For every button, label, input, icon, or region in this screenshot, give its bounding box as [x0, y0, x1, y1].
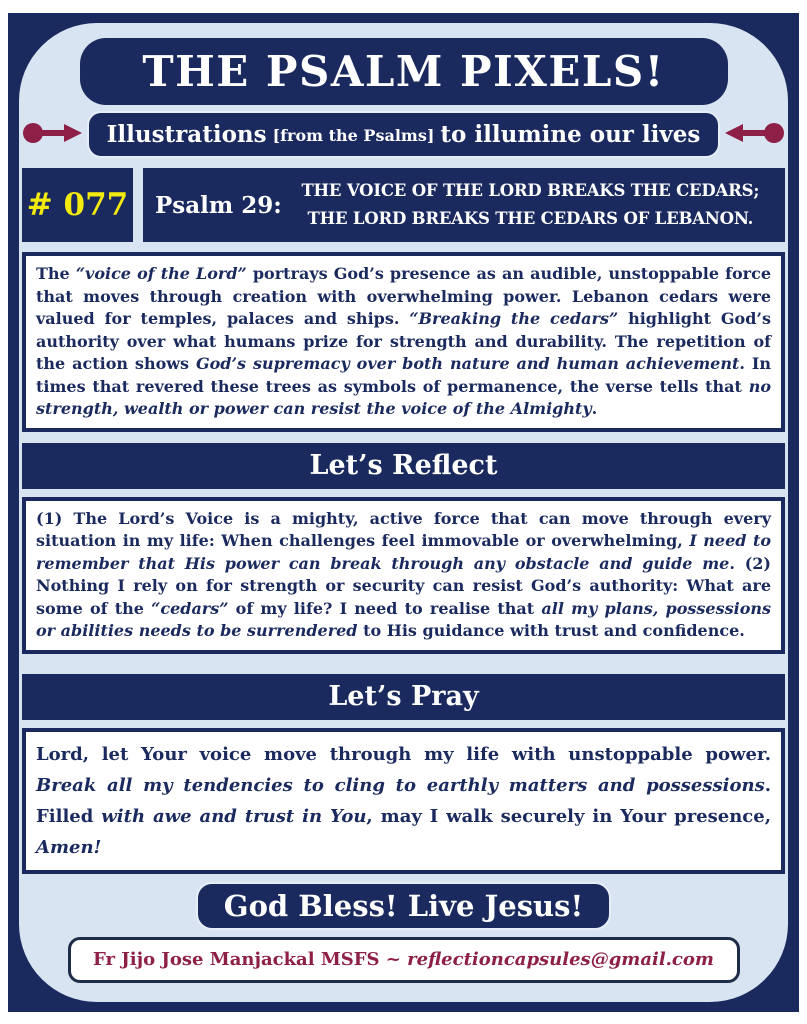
- tagline-bracket: [from the Psalms]: [272, 126, 435, 145]
- verse-lines: [288, 177, 773, 233]
- tagline-tail: to illumine our lives: [440, 121, 701, 148]
- tagline-banner: [87, 111, 721, 158]
- footer-email: reflectioncapsules@gmail.com: [407, 949, 714, 970]
- blessing-text: God Bless! Live Jesus!: [223, 888, 584, 923]
- intro-paragraph: The “voice of the Lord” portrays God’s presence as an audible, unstoppable force that moves through creation with overwhelming power. Lebanon cedars were valued for temples, palaces and ships. “Breaking the cedars” highlight God’s authority over what humans prize for strength and durability. The repetition of the action shows God’s supremacy over both nature and human achievement. In times that revered these trees as symbols of permanence, the verse tells that no strength, wealth or power can resist the voice of the Almighty.: [36, 264, 772, 418]
- prayer-paragraph-box: [22, 728, 785, 874]
- footer-box: [68, 937, 740, 983]
- psalm-verse-banner: [143, 168, 785, 242]
- verse-line-1: THE VOICE OF THE LORD BREAKS THE CEDARS;: [301, 180, 760, 200]
- intro-paragraph-box: [22, 252, 785, 432]
- reflect-paragraph: (1) The Lord’s Voice is a mighty, active force that can move through every situation in my life: When challenges feel immovable or overwhelming, I need to remember that His power can break through any obstacle and guide me. (2) Nothing I rely on for strength or security can resist God’s authority: What are some of the “cedars” of my life? I need to realise that all my plans, possessions or abilities needs to be surrendered to His guidance with trust and confidence.: [36, 508, 772, 640]
- reflect-paragraph-box: [22, 497, 785, 654]
- pray-header-bar: [22, 674, 785, 720]
- page-title: THE PSALM PIXELS!: [142, 47, 665, 96]
- page-frame: [8, 13, 799, 1012]
- blessing-banner: [196, 882, 611, 930]
- poster-background: [19, 23, 788, 1002]
- left-pointing-arrow-icon: [723, 119, 785, 151]
- issue-number-badge: [22, 168, 133, 242]
- verse-line-2: THE LORD BREAKS THE CEDARS OF LEBANON.: [307, 209, 754, 228]
- footer-author: Fr Jijo Jose Manjackal MSFS ~: [93, 949, 408, 970]
- reflect-heading: Let’s Reflect: [309, 450, 498, 481]
- prayer-paragraph: Lord, let Your voice move through my life with unstoppable power. Break all my tendencies to cling to earthly matters and possessions. Filled with awe and trust in You, may I walk securely in Your presence, Amen!: [36, 743, 771, 858]
- psalm-reference: Psalm 29:: [155, 191, 282, 219]
- issue-number: # 077: [26, 187, 129, 223]
- reflect-header-bar: [22, 443, 785, 489]
- right-pointing-arrow-icon: [22, 119, 84, 151]
- title-banner: [80, 38, 728, 105]
- tagline-lead: Illustrations: [106, 121, 267, 148]
- psalm-row: [22, 168, 785, 242]
- pray-heading: Let’s Pray: [328, 681, 479, 712]
- tagline-row: [22, 111, 785, 158]
